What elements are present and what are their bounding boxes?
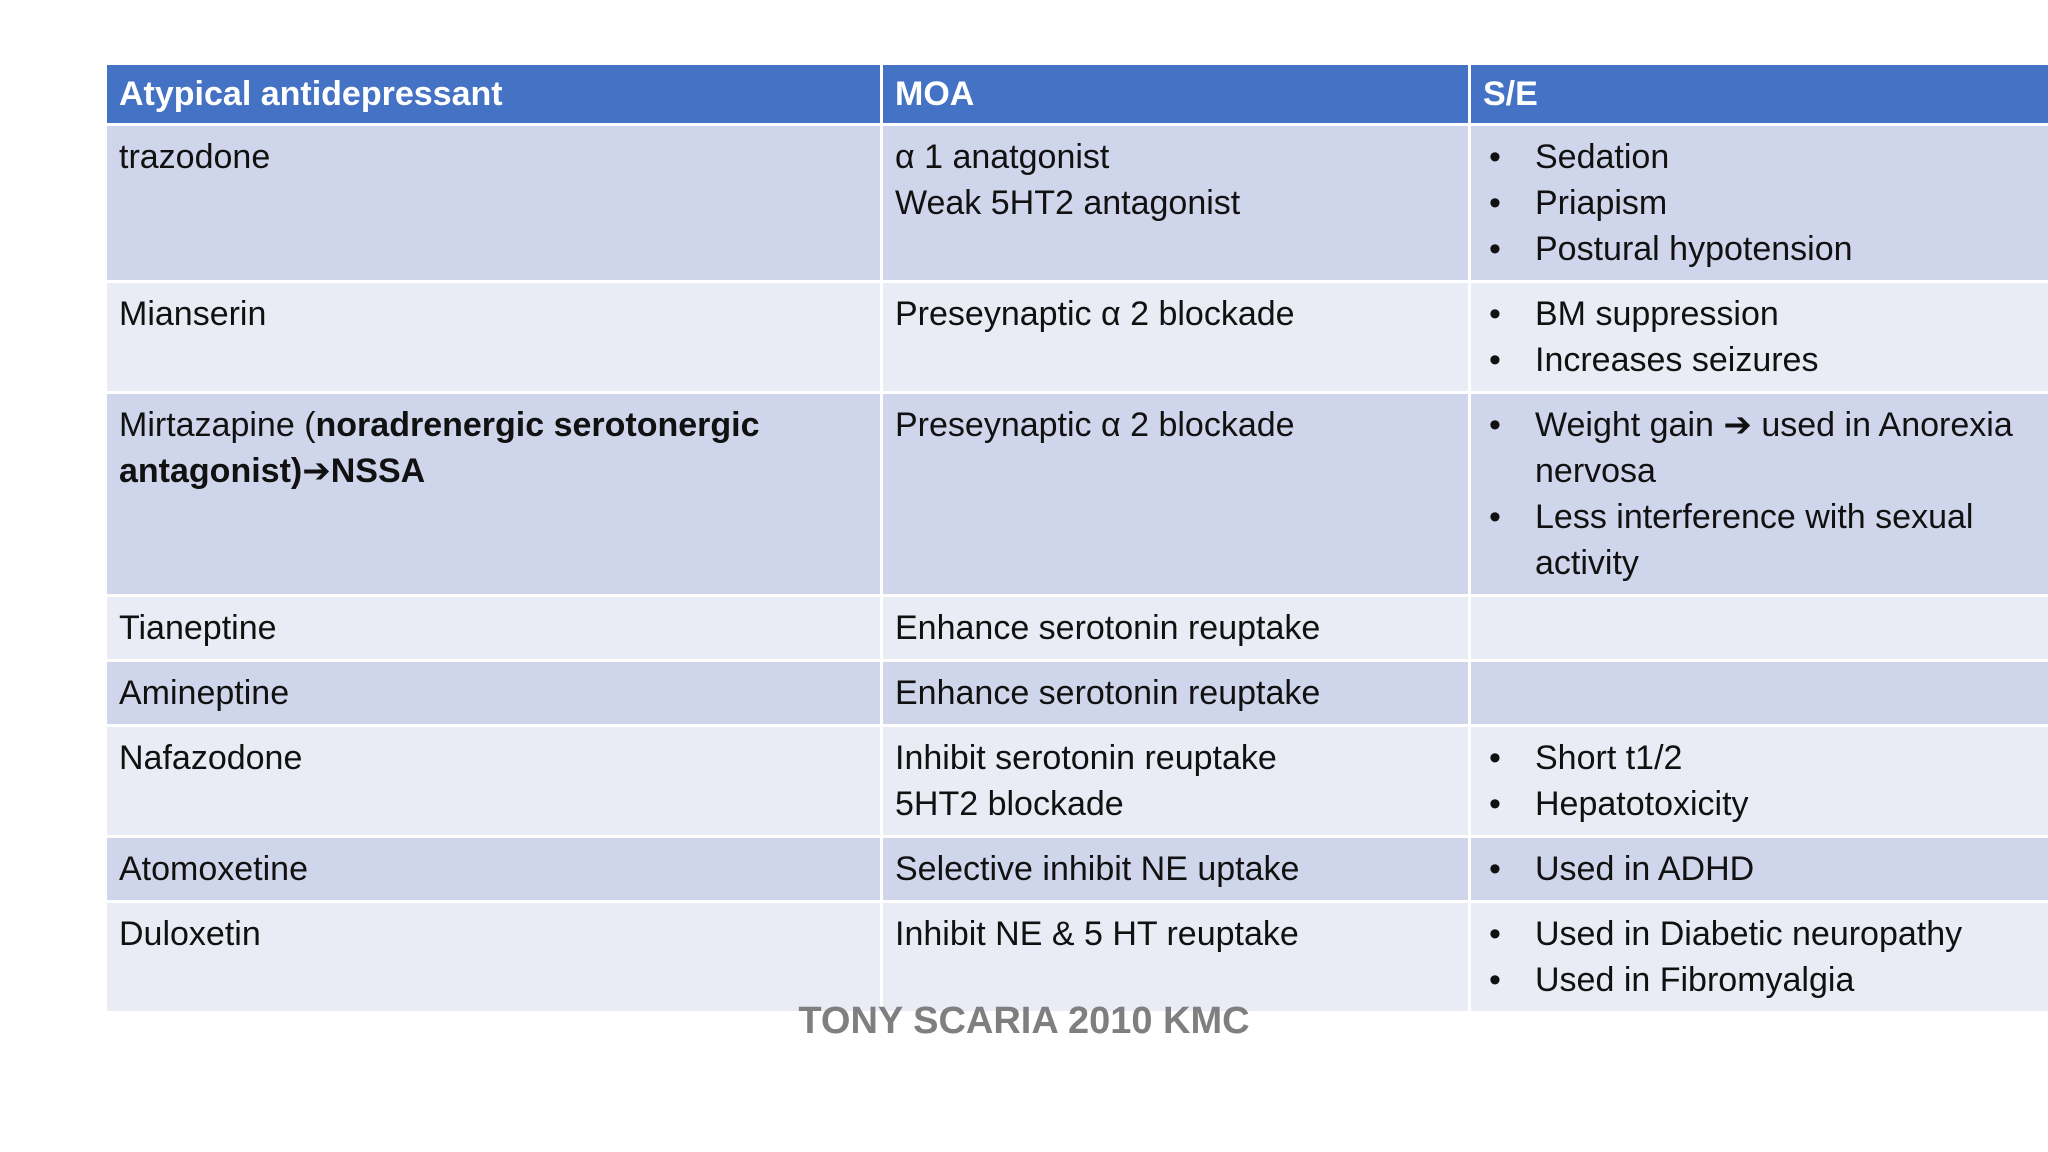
side-effects-cell [1470, 902, 2048, 1013]
table-row [106, 726, 2048, 837]
side-effects-cell [1470, 282, 2048, 393]
side-effects-cell [1470, 837, 2048, 902]
drug-cell [106, 125, 882, 282]
side-effect-item: • Sedation [1483, 134, 2036, 180]
drug-class-bold: noradrenergic serotonergic [315, 406, 760, 444]
side-effect-item: • Used in Fibromyalgia [1483, 957, 2036, 1003]
moa-line: Preseynaptic α 2 blockade [895, 295, 1295, 333]
side-effect-item: • Priapism [1483, 180, 2036, 226]
drug-cell [106, 282, 882, 393]
table-header-row [106, 64, 2048, 125]
moa-line: Enhance serotonin reuptake [895, 674, 1321, 712]
moa-line: Enhance serotonin reuptake [895, 609, 1321, 647]
table-row [106, 282, 2048, 393]
side-effects-cell [1470, 393, 2048, 596]
header-side-effects: S/E [1470, 64, 2048, 125]
drug-table-wrapper [104, 62, 2048, 1014]
table-row [106, 837, 2048, 902]
drug-name: Mianserin [119, 295, 267, 333]
side-effect-text: activity [1535, 544, 1639, 582]
side-effect-item: • Postural hypotension [1483, 226, 2036, 272]
header-moa: MOA [882, 64, 1470, 125]
moa-cell [882, 393, 1470, 596]
side-effects-list [1483, 846, 2036, 892]
table-row [106, 125, 2048, 282]
drug-cell [106, 393, 882, 596]
side-effects-list [1483, 402, 2036, 586]
moa-line: Inhibit NE & 5 HT reuptake [895, 915, 1299, 953]
arrow-icon: ➔ [1723, 406, 1752, 444]
moa-cell [882, 282, 1470, 393]
drug-cell [106, 902, 882, 1013]
side-effect-item: • Increases seizures [1483, 337, 2036, 383]
drug-name: Amineptine [119, 674, 290, 712]
side-effect-item: • Used in ADHD [1483, 846, 2036, 892]
moa-cell [882, 902, 1470, 1013]
side-effects-cell [1470, 661, 2048, 726]
moa-cell [882, 837, 1470, 902]
drug-name: Tianeptine [119, 609, 277, 647]
drug-class-abbrev: NSSA [330, 452, 426, 490]
drug-name: Mirtazapine ( [119, 406, 316, 444]
side-effect-text: • Less interference with sexual [1535, 498, 1974, 536]
moa-cell [882, 661, 1470, 726]
side-effects-list [1483, 735, 2036, 827]
moa-cell [882, 596, 1470, 661]
side-effect-text: Weight gain [1535, 406, 1724, 444]
drug-cell [106, 596, 882, 661]
side-effect-item: • BM suppression [1483, 291, 2036, 337]
moa-line: Selective inhibit NE uptake [895, 850, 1300, 888]
side-effect-item [1483, 402, 2036, 494]
side-effects-list [1483, 291, 2036, 383]
side-effect-item: • Short t1/2 [1483, 735, 2036, 781]
side-effect-item: • Used in Diabetic neuropathy [1483, 911, 2036, 957]
footer-credit: TONY SCARIA 2010 KMC [798, 1000, 1250, 1042]
moa-line: Weak 5HT2 antagonist [895, 184, 1241, 222]
moa-line: Preseynaptic α 2 blockade [895, 406, 1295, 444]
drug-name: Atomoxetine [119, 850, 308, 888]
table-row [106, 902, 2048, 1013]
table-row [106, 393, 2048, 596]
side-effects-cell [1470, 596, 2048, 661]
header-drug: Atypical antidepressant [106, 64, 882, 125]
side-effects-list [1483, 911, 2036, 1003]
side-effect-text: nervosa [1535, 452, 1656, 490]
drug-name: Duloxetin [119, 915, 261, 953]
moa-line: Inhibit serotonin reuptake [895, 739, 1277, 777]
drug-cell [106, 661, 882, 726]
drug-cell [106, 726, 882, 837]
side-effects-list [1483, 134, 2036, 272]
side-effect-text: used in Anorexia [1751, 406, 2013, 444]
table-row [106, 661, 2048, 726]
side-effect-item: • Hepatotoxicity [1483, 781, 2036, 827]
moa-cell [882, 726, 1470, 837]
drug-name: Nafazodone [119, 739, 303, 777]
moa-line: 5HT2 blockade [895, 785, 1124, 823]
table-row [106, 596, 2048, 661]
moa-cell [882, 125, 1470, 282]
drug-cell [106, 837, 882, 902]
drug-name-line [119, 448, 868, 494]
side-effects-cell [1470, 125, 2048, 282]
drug-class-bold: antagonist) [119, 452, 303, 490]
moa-line: α 1 anatgonist [895, 138, 1110, 176]
arrow-icon: ➔ [302, 452, 331, 490]
drug-name-line [119, 402, 868, 448]
side-effects-cell [1470, 726, 2048, 837]
drug-name: trazodone [119, 138, 271, 176]
antidepressant-table [104, 62, 2048, 1014]
side-effect-item [1483, 494, 2036, 586]
